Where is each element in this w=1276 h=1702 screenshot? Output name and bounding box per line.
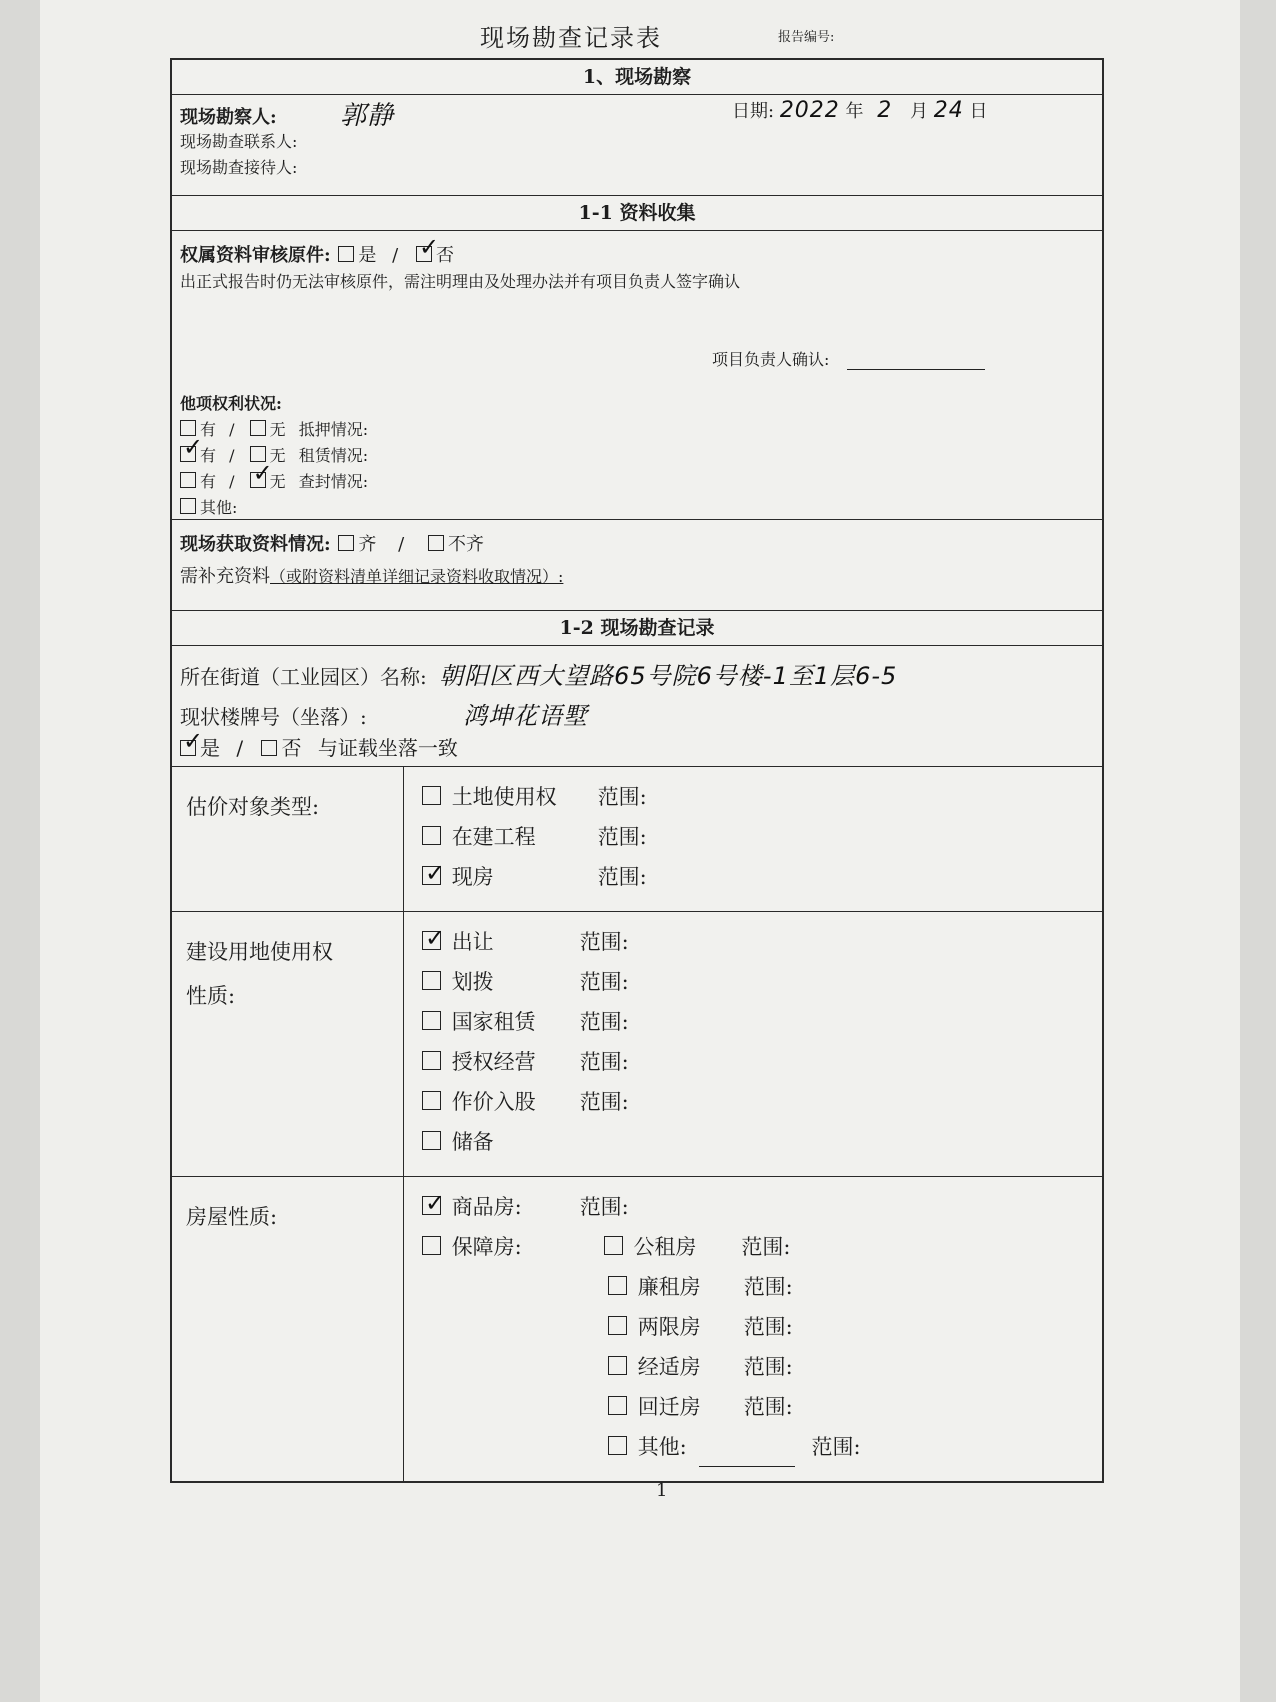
range-label: 范围: [743, 1355, 793, 1379]
mortgage-label: 抵押情况: [298, 420, 369, 439]
section-1-2-heading: 1-2 现场勘查记录 [172, 611, 1102, 646]
mortgage-row [178, 417, 368, 440]
land-right-option-label: 授权经营 [451, 1050, 536, 1074]
range-label: 范围: [811, 1435, 861, 1459]
price-limited-checkbox[interactable] [608, 1316, 627, 1335]
capital-contribution-checkbox[interactable] [422, 1091, 441, 1110]
consistent-yes-label: 是 [200, 736, 220, 760]
date-label: 日期: [732, 101, 775, 122]
existing-house-checkbox[interactable] [422, 866, 441, 885]
has-label: 有 [200, 420, 217, 439]
has-label: 有 [200, 472, 217, 491]
object-type-option [420, 777, 1102, 817]
contact-label: 现场勘查联系人: [180, 132, 298, 151]
rights-other-row [178, 495, 237, 518]
complete-checkbox[interactable] [338, 535, 354, 551]
land-right-option [420, 1002, 1102, 1042]
commercial-row [420, 1187, 1102, 1227]
land-right-option-label: 作价入股 [451, 1090, 536, 1114]
consistent-yes-checkbox[interactable] [180, 740, 196, 756]
affordable-label: 保障房: [451, 1235, 522, 1259]
commercial-checkbox[interactable] [422, 1196, 441, 1215]
range-label: 范围: [579, 970, 629, 994]
land-use-right-checkbox[interactable] [422, 786, 441, 805]
range-label: 范围: [597, 825, 647, 849]
page-number: 1 [656, 1480, 668, 1501]
range-label: 范围: [597, 865, 647, 889]
separator: / [392, 245, 399, 266]
lease-has-checkbox[interactable] [180, 446, 196, 462]
original-no-label: 否 [435, 245, 454, 266]
land-right-label-line-1: 建设用地使用权 [186, 940, 333, 964]
economy-housing-checkbox[interactable] [608, 1356, 627, 1375]
range-label: 范围: [741, 1235, 791, 1259]
consistent-no-checkbox[interactable] [261, 740, 277, 756]
range-label: 范围: [579, 930, 629, 954]
range-label: 范围: [743, 1395, 793, 1419]
range-label: 范围: [597, 785, 647, 809]
land-right-option [420, 1122, 1102, 1162]
date-field [732, 97, 987, 123]
low-rent-checkbox[interactable] [608, 1276, 627, 1295]
original-review-label: 权属资料审核原件: [180, 245, 331, 266]
house-nature-section [172, 1177, 1102, 1481]
mortgage-none-checkbox[interactable] [250, 420, 266, 436]
reserve-checkbox[interactable] [422, 1131, 441, 1150]
land-right-option [420, 922, 1102, 962]
range-label: 范围: [579, 1195, 629, 1219]
pm-confirm-row [712, 347, 985, 370]
plate-label: 现状楼牌号（坐落）: [180, 705, 367, 729]
separator: / [229, 446, 235, 465]
materials-block [172, 231, 1102, 520]
subsidized-option-label: 两限房 [637, 1315, 701, 1339]
separator: / [398, 534, 405, 555]
commercial-label: 商品房: [451, 1195, 522, 1219]
original-yes-label: 是 [358, 245, 377, 266]
land-right-options [404, 912, 1102, 1176]
land-right-option [420, 1082, 1102, 1122]
land-right-option-label: 出让 [451, 930, 494, 954]
range-label: 范围: [579, 1010, 629, 1034]
separator: / [229, 420, 235, 439]
range-label: 范围: [579, 1050, 629, 1074]
street-value: 朝阳区西大望路65号院6号楼-1至1层6-5 [439, 662, 898, 690]
section-1-1-heading: 1-1 资料收集 [172, 196, 1102, 231]
other-rights-label: 他项权利状况: [180, 394, 282, 413]
separator: / [229, 472, 235, 491]
object-type-option-label: 在建工程 [451, 825, 536, 849]
plate-row [180, 696, 588, 731]
land-right-option-label: 国家租赁 [451, 1010, 536, 1034]
original-review-row [180, 241, 454, 267]
land-right-option-label: 储备 [451, 1130, 494, 1154]
receiver-label: 现场勘查接待人: [180, 158, 298, 177]
subsidized-row [420, 1347, 1102, 1387]
authorized-operation-checkbox[interactable] [422, 1051, 441, 1070]
street-row [180, 656, 897, 691]
land-right-label [172, 912, 404, 1176]
year-unit: 年 [845, 101, 864, 122]
object-type-section [172, 767, 1102, 912]
seal-has-checkbox[interactable] [180, 472, 196, 488]
object-type-option [420, 817, 1102, 857]
affordable-row [420, 1227, 1102, 1267]
complete-label: 齐 [358, 534, 377, 555]
consistent-label: 与证载坐落一致 [317, 736, 458, 760]
street-label: 所在街道（工业园区）名称: [180, 665, 427, 689]
report-number-label: 报告编号: [778, 30, 835, 45]
object-type-options [404, 767, 1102, 911]
transfer-checkbox[interactable] [422, 931, 441, 950]
seal-label: 查封情况: [298, 472, 369, 491]
original-note: 出正式报告时仍无法审核原件，需注明理由及处理办法并有项目负责人签字确认 [180, 272, 741, 291]
subsidized-option-label: 其他: [637, 1435, 687, 1459]
house-nature-label: 房屋性质: [172, 1177, 404, 1481]
subsidized-row [420, 1267, 1102, 1307]
none-label: 无 [269, 420, 286, 439]
pm-confirm-label: 项目负责人确认: [712, 350, 830, 369]
subsidized-option-label: 廉租房 [637, 1275, 701, 1299]
range-label: 范围: [743, 1315, 793, 1339]
range-label: 范围: [743, 1275, 793, 1299]
consistent-no-label: 否 [281, 736, 302, 760]
inspection-form [170, 58, 1104, 1483]
land-right-option-label: 划拨 [451, 970, 494, 994]
under-construction-checkbox[interactable] [422, 826, 441, 845]
day-unit: 日 [969, 101, 988, 122]
supplement-label: 需补充资料 [180, 566, 270, 587]
original-yes-checkbox[interactable] [338, 246, 354, 262]
onsite-materials-block [172, 520, 1102, 611]
land-right-option [420, 962, 1102, 1002]
month-unit: 月 [910, 101, 929, 122]
incomplete-label: 不齐 [447, 534, 484, 555]
paper-sheet [40, 0, 1240, 1702]
date-day: 24 [933, 98, 964, 123]
separator: / [236, 736, 244, 760]
inspector-block [172, 95, 1102, 196]
onsite-materials-label: 现场获取资料情况: [180, 534, 331, 555]
land-right-option [420, 1042, 1102, 1082]
state-lease-checkbox[interactable] [422, 1011, 441, 1030]
house-other-input-line[interactable] [699, 1466, 795, 1467]
object-type-option-label: 现房 [451, 865, 494, 889]
supplement-note: （或附资料清单详细记录资料收取情况）: [270, 567, 564, 586]
object-type-option-label: 土地使用权 [451, 785, 557, 809]
subsidized-option-label: 经适房 [637, 1355, 701, 1379]
inspector-label: 现场勘察人: [180, 107, 277, 128]
has-label: 有 [200, 446, 217, 465]
date-month: 2 [877, 98, 893, 123]
document-title: 现场勘查记录表 [480, 24, 662, 52]
subsidized-row [420, 1427, 1102, 1467]
house-other-checkbox[interactable] [608, 1436, 627, 1455]
date-year: 2022 [779, 98, 840, 123]
lease-label: 租赁情况: [298, 446, 369, 465]
subsidized-row [420, 1307, 1102, 1347]
land-right-section [172, 912, 1102, 1177]
incomplete-checkbox[interactable] [428, 535, 444, 551]
supplement-row [180, 562, 563, 588]
subsidized-option-label: 公租房 [633, 1235, 697, 1259]
seal-row [178, 469, 368, 492]
rights-other-checkbox[interactable] [180, 498, 196, 514]
house-nature-options [404, 1177, 1102, 1481]
section-1-heading: 1、现场勘察 [172, 60, 1102, 95]
location-block [172, 646, 1102, 767]
onsite-materials-row [180, 530, 484, 556]
document-header [40, 14, 1240, 54]
allocation-checkbox[interactable] [422, 971, 441, 990]
rights-other-label: 其他: [200, 498, 238, 517]
plate-value: 鸿坤花语墅 [463, 702, 589, 730]
range-label: 范围: [579, 1090, 629, 1114]
original-no-checkbox[interactable] [416, 246, 432, 262]
consistency-row [178, 732, 458, 761]
subsidized-option-label: 回迁房 [637, 1395, 701, 1419]
inspector-signature: 郭静 [340, 101, 395, 131]
subsidized-row [420, 1387, 1102, 1427]
public-rental-checkbox[interactable] [604, 1236, 623, 1255]
none-label: 无 [269, 446, 286, 465]
none-label: 无 [269, 472, 286, 491]
affordable-checkbox[interactable] [422, 1236, 441, 1255]
land-right-label-line-2: 性质: [186, 984, 236, 1008]
object-type-label: 估价对象类型: [172, 767, 404, 911]
lease-row [178, 443, 368, 466]
object-type-option [420, 857, 1102, 897]
seal-none-checkbox[interactable] [250, 472, 266, 488]
pm-signature-line[interactable] [847, 369, 985, 370]
resettlement-checkbox[interactable] [608, 1396, 627, 1415]
